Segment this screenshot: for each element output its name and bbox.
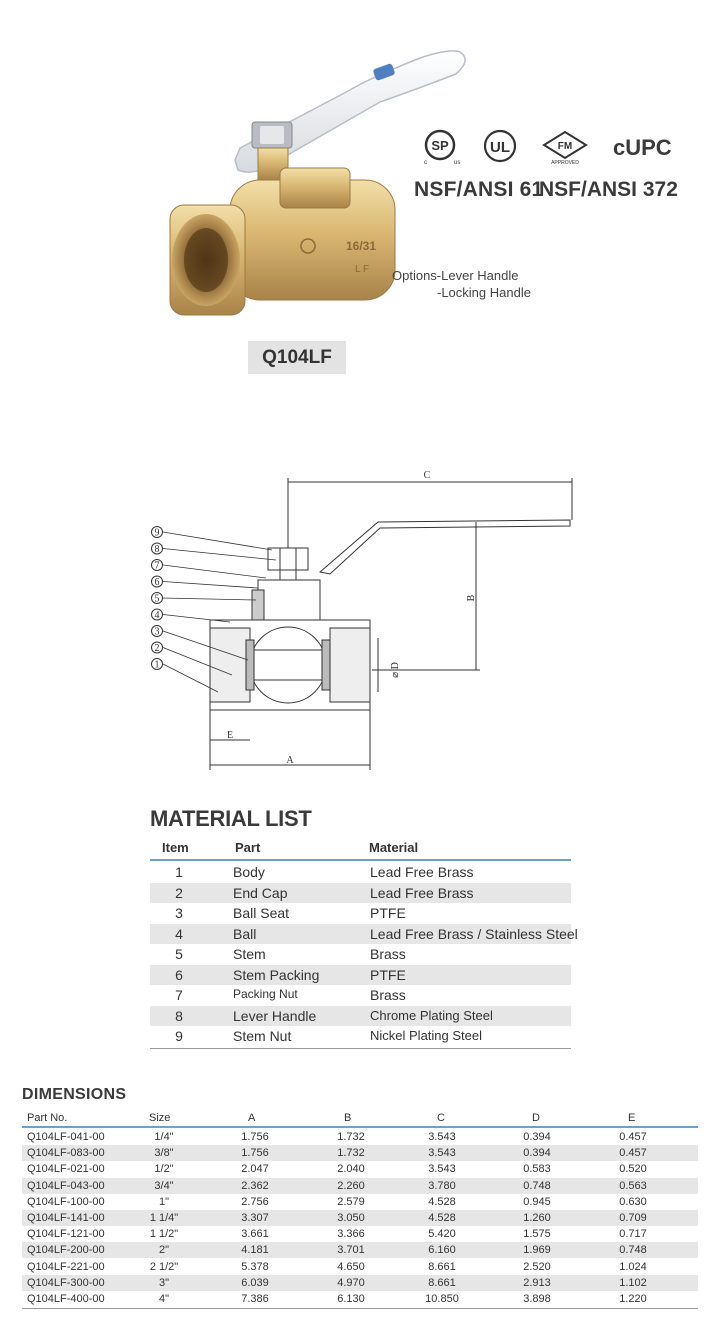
dimension-cell-size: 3/4": [154, 1179, 174, 1192]
cupc-mark: cUPC: [613, 135, 672, 160]
dimension-cell-b: 1.732: [337, 1147, 365, 1160]
dimension-cell-e: 0.563: [619, 1179, 647, 1192]
dimensions-title: DIMENSIONS: [22, 1086, 127, 1103]
dimension-cell-c: 3.543: [428, 1131, 456, 1143]
model-badge: Q104LF: [248, 341, 346, 374]
material-name: Nickel Plating Steel: [370, 1028, 482, 1043]
dimension-cell-b: 4.970: [337, 1276, 365, 1289]
material-name: PTFE: [370, 905, 406, 921]
dimension-cell-b: 4.650: [337, 1260, 365, 1273]
dimension-cell-a: 7.386: [241, 1293, 269, 1305]
dimension-cell-c: 6.160: [428, 1244, 456, 1257]
header-size: Size: [149, 1112, 171, 1124]
material-item: 5: [175, 946, 183, 962]
svg-text:16/31: 16/31: [346, 239, 377, 253]
dimension-row: [22, 1129, 698, 1145]
material-name: PTFE: [370, 966, 406, 983]
material-part: Body: [233, 864, 265, 880]
dimension-cell-d: 0.583: [523, 1163, 551, 1176]
callout-leader: [163, 615, 230, 623]
dimension-cell-a: 1.756: [241, 1131, 269, 1143]
dimension-cell-size: 3": [158, 1276, 170, 1289]
material-item: 1: [175, 864, 183, 880]
dim-b-label: B: [466, 594, 477, 602]
material-row: [150, 924, 578, 944]
dimension-cell-c: 3.780: [428, 1179, 456, 1192]
dimension-cell-part: Q104LF-300-00: [27, 1276, 105, 1289]
material-item: 8: [175, 1007, 183, 1024]
header-a: A: [248, 1112, 256, 1124]
dimension-row: [22, 1145, 698, 1161]
dimension-cell-d: 0.394: [523, 1131, 551, 1143]
callout-leader: [163, 582, 258, 589]
dimension-cell-size: 1 1/2": [149, 1228, 179, 1241]
dimension-cell-c: 3.543: [428, 1163, 456, 1176]
dimension-cell-d: 1.969: [523, 1244, 551, 1257]
dimension-cell-b: 1.732: [337, 1131, 365, 1143]
dimension-cell-c: 8.661: [428, 1276, 456, 1289]
dimension-cell-e: 0.709: [619, 1212, 647, 1224]
dimension-cell-size: 4": [158, 1293, 170, 1305]
material-row: [150, 1006, 571, 1026]
dimension-row: [22, 1210, 698, 1226]
header-material: Material: [369, 840, 419, 855]
header-part-no: Part No.: [27, 1112, 68, 1124]
dimension-cell-e: 0.748: [619, 1244, 647, 1257]
dimension-cell-size: 2": [158, 1244, 170, 1257]
svg-text:SP: SP: [431, 138, 449, 153]
dimension-cell-part: Q104LF-200-00: [27, 1244, 105, 1257]
dimension-cell-a: 6.039: [241, 1276, 269, 1289]
callout-leader: [163, 598, 256, 600]
dimension-cell-a: 4.181: [241, 1244, 269, 1257]
dimension-cell-a: 3.307: [241, 1212, 269, 1224]
dimension-cell-b: 3.366: [337, 1228, 365, 1241]
dimension-cell-part: Q104LF-083-00: [27, 1147, 105, 1160]
callout-number: 6: [154, 577, 160, 588]
header-part: Part: [235, 840, 261, 855]
material-name: Chrome Plating Steel: [370, 1007, 493, 1023]
header-item: Item: [162, 840, 189, 855]
callout-number: 1: [154, 659, 160, 671]
dimension-cell-size: 1": [158, 1195, 170, 1208]
dimension-cell-size: 1/2": [154, 1163, 174, 1176]
header-e: E: [628, 1112, 636, 1124]
material-row: [150, 862, 571, 882]
dimension-cell-d: 1.575: [523, 1228, 551, 1241]
dimension-cell-size: 3/8": [154, 1147, 174, 1160]
material-part: Ball: [233, 925, 257, 942]
material-row: [150, 1026, 571, 1046]
dimension-row: [22, 1226, 698, 1242]
dimension-cell-e: 1.102: [619, 1276, 647, 1289]
material-part: Packing Nut: [233, 987, 298, 1001]
callout-number: 7: [154, 560, 160, 572]
dimension-cell-e: 1.220: [619, 1293, 647, 1305]
dimension-row: [22, 1291, 698, 1307]
header-d: D: [532, 1112, 540, 1124]
ul-mark-icon: [482, 128, 518, 164]
dimension-cell-c: 3.543: [428, 1147, 456, 1160]
dimension-cell-size: 1 1/4": [149, 1212, 179, 1224]
callout-leader: [163, 532, 272, 550]
dimension-row: [22, 1194, 698, 1210]
material-item: 4: [175, 925, 183, 942]
dimension-cell-b: 6.130: [337, 1293, 365, 1305]
dimension-cell-e: 0.630: [619, 1195, 647, 1208]
dimension-cell-d: 0.945: [523, 1195, 551, 1208]
material-part: Lever Handle: [233, 1007, 317, 1024]
nsf-61-label: NSF/ANSI 61: [414, 178, 544, 201]
dimension-cell-size: 1/4": [154, 1131, 174, 1143]
dimension-cell-a: 2.756: [241, 1195, 269, 1208]
dimension-cell-part: Q104LF-141-00: [27, 1212, 105, 1224]
dimension-cell-a: 2.047: [241, 1163, 269, 1176]
dimension-cell-d: 2.913: [523, 1276, 551, 1289]
dimension-cell-e: 0.457: [619, 1131, 647, 1143]
header-c: C: [437, 1112, 445, 1124]
dimension-cell-e: 0.520: [619, 1163, 647, 1176]
svg-text:UL: UL: [490, 139, 510, 156]
material-row: [150, 903, 571, 923]
dimension-cell-part: Q104LF-043-00: [27, 1179, 105, 1192]
svg-text:us: us: [454, 160, 461, 166]
dimension-cell-e: 0.717: [619, 1228, 647, 1241]
dimension-cell-b: 2.579: [337, 1195, 365, 1208]
dimension-cell-size: 2 1/2": [149, 1260, 179, 1273]
material-row: [150, 944, 571, 964]
callout-number: 3: [154, 626, 160, 638]
material-name: Lead Free Brass: [370, 884, 474, 901]
dimension-cell-c: 4.528: [428, 1212, 456, 1224]
material-name: Brass: [370, 946, 406, 962]
dimension-cell-part: Q104LF-221-00: [27, 1260, 105, 1273]
dim-e-label: E: [226, 730, 234, 741]
dimension-cell-a: 5.378: [241, 1260, 269, 1273]
dimension-cell-b: 2.260: [337, 1179, 365, 1192]
dimension-cell-d: 0.748: [523, 1179, 551, 1192]
material-name: Lead Free Brass: [370, 864, 474, 880]
material-part: End Cap: [233, 884, 288, 901]
callout-number: 5: [154, 593, 160, 605]
dimension-cell-a: 3.661: [241, 1228, 269, 1241]
material-item: 3: [175, 905, 183, 921]
header-b: B: [344, 1112, 352, 1124]
dimension-cell-c: 8.661: [428, 1260, 456, 1273]
callout-number: 9: [154, 527, 160, 539]
callout-leader: [163, 565, 266, 578]
dimension-cell-a: 2.362: [241, 1179, 269, 1192]
dimension-cell-b: 2.040: [337, 1163, 365, 1176]
callout-number: 4: [154, 610, 160, 621]
dim-c-label: C: [423, 470, 431, 481]
dimension-cell-d: 3.898: [523, 1293, 551, 1305]
options-lever-handle: Options-Lever Handle: [392, 268, 519, 283]
callout-number: 2: [154, 643, 160, 654]
dimension-cell-part: Q104LF-400-00: [27, 1293, 105, 1305]
dimension-cell-d: 0.394: [523, 1147, 551, 1160]
options-locking-handle: -Locking Handle: [437, 285, 531, 300]
dimension-cell-c: 5.420: [428, 1228, 456, 1241]
callout-number: 8: [154, 544, 160, 555]
material-part: Stem Nut: [233, 1028, 292, 1044]
svg-text:L F: L F: [355, 264, 370, 275]
material-part: Stem: [233, 946, 266, 962]
material-part: Ball Seat: [233, 905, 290, 921]
dimension-cell-c: 10.850: [425, 1293, 459, 1305]
material-part: Stem Packing: [233, 966, 320, 983]
dimension-row: [22, 1259, 698, 1275]
material-row: [150, 985, 571, 1005]
dimension-row: [22, 1161, 698, 1177]
material-item: 6: [175, 966, 183, 983]
material-item: 9: [175, 1028, 183, 1044]
dimension-cell-d: 1.260: [523, 1212, 551, 1224]
dimension-cell-e: 0.457: [619, 1147, 647, 1160]
material-item: 2: [175, 884, 183, 901]
dimension-row: [22, 1242, 698, 1258]
nsf-372-label: NSF/ANSI 372: [539, 178, 678, 201]
material-row: [150, 883, 571, 903]
dimension-cell-b: 3.701: [337, 1244, 365, 1257]
valve-cross-section-drawing: [140, 460, 580, 780]
dim-d-label: ⌀ D: [390, 662, 401, 678]
dimension-row: [22, 1178, 698, 1194]
fm-approved-mark-icon: [540, 130, 590, 166]
dimension-cell-a: 1.756: [241, 1147, 269, 1160]
fm-sub-text: APPROVED: [551, 160, 579, 166]
dimension-cell-e: 1.024: [619, 1260, 647, 1273]
dimension-cell-part: Q104LF-121-00: [27, 1228, 105, 1241]
dimension-cell-part: Q104LF-021-00: [27, 1163, 105, 1176]
callout-leader: [163, 549, 276, 561]
fm-text: FM: [557, 141, 573, 152]
svg-text:c: c: [424, 160, 427, 166]
dimension-row: [22, 1275, 698, 1291]
dimension-cell-part: Q104LF-041-00: [27, 1131, 105, 1143]
dimension-cell-c: 4.528: [428, 1195, 456, 1208]
dimension-cell-d: 2.520: [523, 1260, 551, 1273]
dimension-cell-part: Q104LF-100-00: [27, 1195, 105, 1208]
dimension-cell-b: 3.050: [337, 1212, 365, 1224]
csa-mark-icon: [420, 128, 464, 166]
material-name: Brass: [370, 987, 406, 1003]
dim-a-label: A: [286, 755, 294, 766]
material-list-title: MATERIAL LIST: [150, 806, 312, 831]
material-name: Lead Free Brass / Stainless Steel: [370, 925, 578, 942]
material-item: 7: [175, 987, 183, 1003]
material-row: [150, 965, 571, 985]
